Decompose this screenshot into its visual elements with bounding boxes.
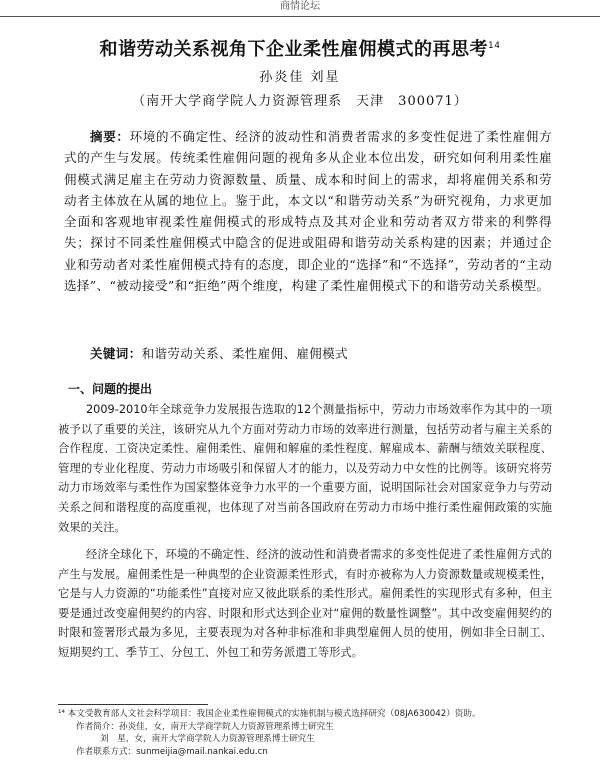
footnotes <box>58 708 552 758</box>
running-header <box>0 0 600 17</box>
abstract <box>64 126 552 296</box>
footnote-divider <box>58 704 208 705</box>
footnote-contact: 作者联系方式：sunmeijia@mail.nankai.edu.cn <box>76 746 268 757</box>
abstract-label: 摘要： <box>90 129 130 144</box>
keywords-label: 关键词： <box>90 346 142 361</box>
author-line: 孙炎佳 刘星 <box>259 70 341 85</box>
footnote-author-2: 刘 星，女，南开大学商学院人力资源管理系博士研究生 <box>100 734 315 745</box>
footnote-funding: ¹⁴ 本文受教育部人文社会科学项目：我国企业柔性雇佣模式的实施机制与模式选择研究（08JA630042）资助。 <box>58 709 481 719</box>
keywords <box>90 344 560 362</box>
affiliation-line: （南开大学商学院人力资源管理系 天津 300071） <box>132 94 468 109</box>
footnote-author-1: 作者简介：孙炎佳，女，南开大学商学院人力资源管理系博士研究生 <box>76 721 334 732</box>
body-paragraph: 2009-2010年全球竞争力发展报告选取的12个测量指标中，劳动力市场效率作为其中的一项被予以了重要的关注，该研究从九个方面对劳动力市场的效率进行测量，包括劳动者与雇主关系的合作程度、工资决定柔性、雇佣柔性、雇佣和解雇的柔性程度、解雇成本、薪酬与绩效关联程度、管理的专业化程度、劳动力市场吸引和保留人才的能力，以及劳动力中女性的比例等。该研究将劳动力市场效率与柔性作为国家整体竞争力水平的一个重要方面，说明国际社会对国家竞争力与劳动关系之间和谐程度的高度重视，也体现了对当前各国政府在劳动力市场中推行柔性雇佣政策的实施效果的关注。 <box>58 403 552 534</box>
body-paragraph: 经济全球化下，环境的不确定性、经济的波动性和消费者需求的多变性促进了柔性雇佣方式的产生与发展。雇佣柔性是一种典型的企业资源柔性形式，有时亦被称为人力资源数量或规模柔性，它是与人力资源的“功能柔性”直接对应又彼此联系的柔性形式。雇佣柔性的实现形式有多种，但主要是通过改变雇佣契约的内容、时限和形式达到企业对“雇佣的数量性调整”。其中改变雇佣契约的时限和签署形式最为多见，主要表现为对各种非标准和非典型雇佣人员的使用，例如非全日制工、短期契约工、季节工、分包工、外包工和劳务派遣工等形式。 <box>58 548 552 659</box>
paper-title <box>40 35 560 61</box>
section-heading: 一、问题的提出 <box>68 382 153 396</box>
title-footnote-mark: 14 <box>488 41 501 51</box>
abstract-text: 环境的不确定性、经济的波动性和消费者需求的多变性促进了柔性雇佣方式的产生与发展。传统柔性雇佣问题的视角多从企业本位出发，研究如何利用柔性雇佣模式满足雇主在劳动力资源数量、质量、成本和时间上的需求，却将雇佣关系和劳动者主体放在从属的地位上。鉴于此，本文以“和谐劳动关系”为研究视角，力求更加全面和客观地审视柔性雇佣模式的形成特点及其对企业和劳动者双方带来的利弊得失；探讨不同柔性雇佣模式中隐含的促进或阻碍和谐劳动关系构建的因素；并通过企业和劳动者对柔性雇佣模式持有的态度，即企业的“选择”和“不选择”，劳动者的“主动选择”、“被动接受”和“拒绝”两个维度，构建了柔性雇佣模式下的和谐劳动关系模型。 <box>64 129 553 294</box>
running-head-text: 商情论坛 <box>280 1 320 12</box>
keywords-text: 和谐劳动关系、柔性雇佣、雇佣模式 <box>141 346 349 361</box>
title-text: 和谐劳动关系视角下企业柔性雇佣模式的再思考 <box>99 39 489 60</box>
